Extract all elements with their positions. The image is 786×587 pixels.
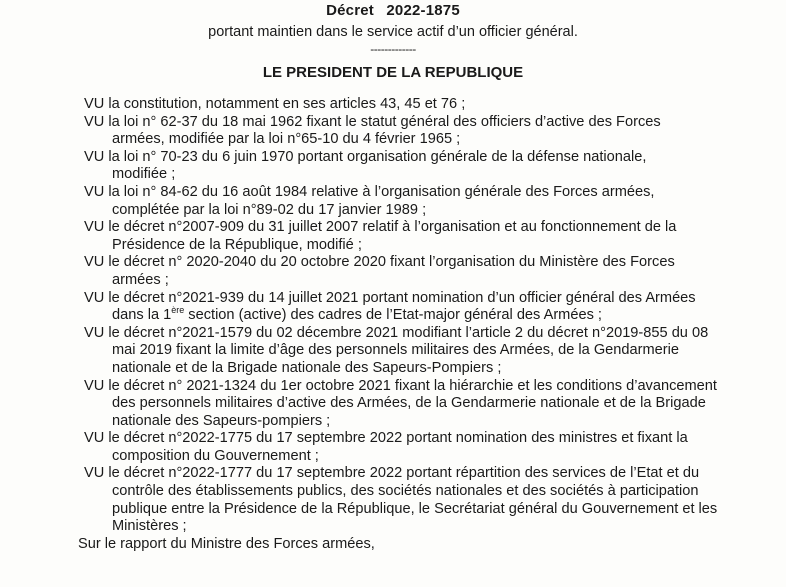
vu-item-line: mai 2019 fixant la limite d’âge des personnels militaires des Armées, de la Gendarmerie bbox=[112, 342, 680, 359]
vu-item bbox=[84, 254, 744, 289]
closing-line: Sur le rapport du Ministre des Forces armées, bbox=[78, 535, 375, 552]
vu-item-line: Présidence de la République, modifié ; bbox=[112, 236, 362, 253]
vu-item-line: VU le décret n° 2021-1324 du 1er octobre 2021 fixant la hiérarchie et les conditions d’avancement bbox=[84, 377, 717, 394]
vu-item-line: VU le décret n°2021-1579 du 02 décembre 2021 modifiant l’article 2 du décret n°2019-855 du 08 bbox=[84, 324, 709, 341]
vu-item bbox=[84, 219, 744, 254]
vu-item bbox=[84, 430, 744, 465]
vu-item-line: VU le décret n°2022-1775 du 17 septembre 2022 portant nomination des ministres et fixant la bbox=[84, 430, 688, 447]
vu-item-text: section (active) des cadres de l’Etat-major général des Armées ; bbox=[184, 307, 602, 324]
vu-item bbox=[84, 184, 744, 219]
vu-item-line: modifiée ; bbox=[112, 166, 176, 183]
vu-list bbox=[78, 96, 744, 553]
vu-item-text: dans la 1 bbox=[112, 307, 172, 324]
separator-line: ------------- bbox=[370, 42, 416, 56]
vu-item bbox=[84, 149, 744, 184]
vu-item-line: VU la constitution, notamment en ses articles 43, 45 et 76 ; bbox=[84, 96, 466, 112]
decree-number: 2022-1875 bbox=[386, 2, 460, 19]
vu-item-line: nationale des Sapeurs-pompiers ; bbox=[112, 412, 331, 429]
vu-item-line: VU le décret n°2007-909 du 31 juillet 2007 relatif à l’organisation et au fonctionnement de la bbox=[84, 219, 677, 236]
decree-title-word: Décret bbox=[326, 2, 374, 19]
vu-item-line: VU le décret n° 2020-2040 du 20 octobre 2020 fixant l’organisation du Ministère des Forces bbox=[84, 254, 675, 271]
ordinal-superscript: ère bbox=[171, 305, 185, 316]
vu-item bbox=[84, 96, 744, 114]
vu-item-line: publique entre la Présidence de la République, le Secrétariat général du Gouvernement et les bbox=[112, 500, 718, 517]
vu-item-line: des personnels militaires d’active des Armées, de la Gendarmerie nationale et de la Brigade bbox=[112, 395, 706, 412]
vu-item-line: nationale et de la Brigade nationale des Sapeurs-Pompiers ; bbox=[112, 359, 502, 376]
vu-item-line: VU le décret n°2021-939 du 14 juillet 2021 portant nomination d’un officier général des Armées bbox=[84, 289, 696, 306]
vu-item-line: armées ; bbox=[112, 271, 169, 288]
vu-item-line bbox=[84, 307, 744, 325]
vu-item bbox=[84, 114, 744, 149]
vu-item bbox=[84, 465, 744, 535]
decree-title bbox=[0, 2, 786, 19]
vu-item-line: Ministères ; bbox=[112, 518, 187, 535]
vu-item bbox=[84, 325, 744, 378]
vu-item bbox=[84, 378, 744, 431]
vu-item-line: VU le décret n°2022-1777 du 17 septembre 2022 portant répartition des services de l’Etat et du bbox=[84, 465, 700, 482]
vu-item-line: VU la loi n° 62-37 du 18 mai 1962 fixant le statut général des officiers d’active des Forces bbox=[84, 113, 661, 130]
vu-item-line: composition du Gouvernement ; bbox=[112, 447, 319, 464]
vu-item-line: contrôle des établissements publics, des sociétés nationales et des sociétés à participation bbox=[112, 483, 699, 500]
decree-subtitle: portant maintien dans le service actif d’un officier général. bbox=[208, 24, 578, 40]
vu-item-line: complétée par la loi n°89-02 du 17 janvier 1989 ; bbox=[112, 201, 427, 218]
vu-item bbox=[84, 290, 744, 325]
vu-item-line: armées, modifiée par la loi n°65-10 du 4 février 1965 ; bbox=[112, 131, 461, 148]
president-heading: LE PRESIDENT DE LA REPUBLIQUE bbox=[262, 64, 524, 81]
vu-item-line: VU la loi n° 70-23 du 6 juin 1970 portant organisation générale de la défense nationale, bbox=[84, 148, 647, 165]
vu-item-line: VU la loi n° 84-62 du 16 août 1984 relative à l’organisation générale des Forces armées, bbox=[84, 183, 655, 200]
